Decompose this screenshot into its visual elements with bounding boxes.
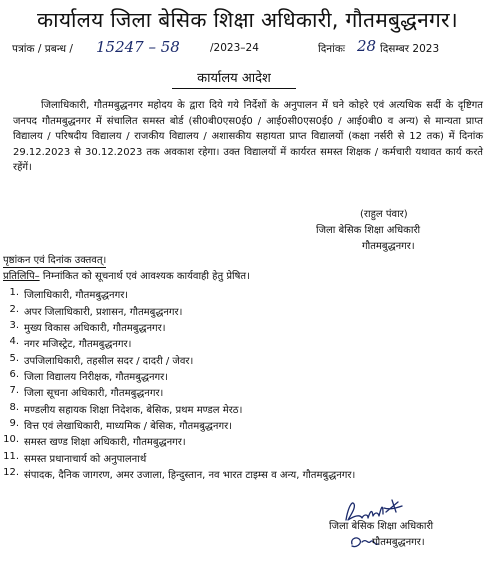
copy-item-number: 7. — [9, 385, 19, 396]
signatory-title-2: जिला बेसिक शिक्षा अधिकारी — [329, 521, 434, 532]
copy-item-number: 4. — [9, 336, 19, 347]
copy-item-text: समस्त खण्ड शिक्षा अधिकारी, गौतमबुद्धनगर। — [24, 437, 186, 448]
copy-item-text: अपर जिलाधिकारी, प्रशासन, गौतमबुद्धनगर। — [24, 307, 183, 318]
order-body — [13, 98, 483, 176]
copy-item-text: उपजिलाधिकारी, तहसील सदर / दादरी / जेवर। — [24, 356, 194, 367]
copy-item-number: 10. — [3, 434, 19, 445]
copy-item-text: मण्डलीय सहायक शिक्षा निदेशक, बेसिक, प्रथम मण्डल मेरठ। — [24, 405, 243, 416]
copy-item-text: संपादक, दैनिक जागरण, अमर उजाला, हिन्दुस्तान, नव भारत टाइम्स व अन्य, गौतमबुद्धनगर। — [24, 470, 356, 481]
signatory-place: गौतमबुद्धनगर। — [362, 241, 415, 252]
copy-item-text: मुख्य विकास अधिकारी, गौतमबुद्धनगर। — [24, 323, 166, 334]
copy-item-text: समस्त प्रधानाचार्य को अनुपालनार्थ — [24, 454, 147, 465]
endorsement-line: पृष्ठांकन एवं दिनांक उक्तवत्। — [3, 252, 106, 268]
order-paragraph: जिलाधिकारी, गौतमबुद्धनगर महोदय के द्वारा दिये गये निर्देशों के अनुपालन में घने कोहरे एवं अत्यधिक सर्दी के दृष्टिगत जनपद गौतमबुद्धनगर में संचालित समस्त बोर्ड (सी0बी0एस0ई0 / आई0सी0एस0ई0 / आई0बी0 व अन्य) से मान्यता प्राप्त विद्यालय / परिषदीय विद्यालय / राजकीय विद्यालय / अशासकीय सहायता प्राप्त विद्यालयों (कक्षा नर्सरी से 12 तक) में दिनांक 29.12.2023 से 30.12.2023 तक अवकाश रहेगा। उक्त विद्यालयों में कार्यरत समस्त शिक्षक / कर्मचारी यथावत कार्य करते रहेंगें। — [13, 100, 483, 173]
reference-line — [12, 37, 483, 58]
copy-item-text: वित्त एवं लेखाधिकारी, माध्यमिक / बेसिक, गौतमबुद्धनगर। — [24, 421, 232, 432]
copy-item-number: 6. — [9, 369, 19, 380]
copy-item-text: नगर मजिस्ट्रेट, गौतमबुद्धनगर। — [24, 339, 132, 350]
office-title: कार्यालय जिला बेसिक शिक्षा अधिकारी, गौतमबुद्धनगर। — [37, 8, 458, 32]
signatory-name: (राहुल पंवार) — [360, 209, 408, 220]
reference-number: 15247 – 58 — [96, 38, 180, 56]
signatory-place-2: गौतमबुद्धनगर। — [372, 537, 425, 548]
copy-item-number: 5. — [9, 353, 19, 364]
date-month-year: दिसम्बर 2023 — [380, 43, 440, 55]
copy-label: प्रतिलिपि– — [3, 271, 40, 282]
signatory-title: जिला बेसिक शिक्षा अधिकारी — [316, 225, 421, 236]
copy-item-text: जिला विद्यालय निरीक्षक, गौतमबुद्धनगर। — [24, 372, 169, 383]
copy-item-number: 12. — [3, 467, 19, 478]
copy-item-text: जिला सूचना अधिकारी, गौतमबुद्धनगर। — [24, 388, 164, 399]
copy-item-text: जिलाधिकारी, गौतमबुद्धनगर। — [24, 290, 129, 301]
order-title: कार्यालय आदेश — [172, 68, 296, 89]
copy-item-number: 9. — [9, 418, 19, 429]
copy-item-number: 2. — [9, 304, 19, 315]
copy-item-number: 8. — [9, 402, 19, 413]
date-label: दिनांकः — [318, 43, 346, 55]
copy-item-number: 1. — [9, 287, 19, 298]
reference-label: पत्रांक / प्रबन्ध / — [12, 43, 73, 55]
copy-item-number: 11. — [3, 451, 19, 462]
copy-item-number: 3. — [9, 320, 19, 331]
copy-to-line — [3, 268, 250, 282]
date-day: 28 — [357, 37, 377, 55]
copy-text: निम्नांकित को सूचनार्थ एवं आवश्यक कार्यवाही हेतु प्रेषित। — [42, 271, 250, 282]
reference-year: /2023–24 — [210, 42, 259, 54]
